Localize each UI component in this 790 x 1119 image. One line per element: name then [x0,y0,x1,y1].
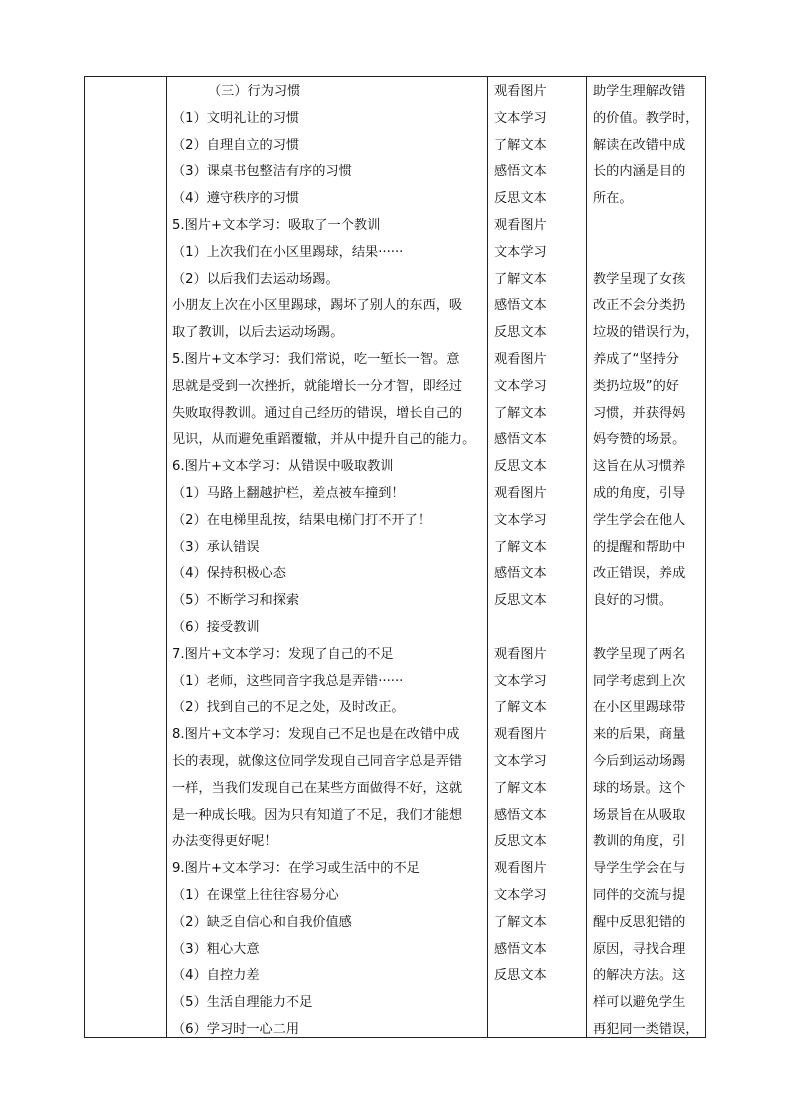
activity-line: 了解文本 [494,914,547,930]
intent-line: 垃圾的错误行为， [593,325,699,341]
activity-line: 了解文本 [494,137,547,153]
activity-line: 文本学习 [494,244,547,260]
intent-line: 改正不会分类扔 [593,298,686,314]
content-line: （1）在课堂上往往容易分心 [172,887,339,903]
activity-line: 文本学习 [494,110,547,126]
content-line: （5）生活自理能力不足 [172,995,313,1011]
intent-line: 的解决方法。这 [593,968,686,984]
activity-line: 观看图片 [494,351,547,367]
content-line: （5）不断学习和探索 [172,593,300,609]
content-line: （2）以后我们去运动场踢。 [172,271,339,287]
intent-line: 成的角度，引导 [593,485,686,501]
intent-line: 原因，寻找合理 [593,941,686,957]
intent-line: 样可以避免学生 [593,995,686,1011]
activity-line: 了解文本 [494,271,547,287]
intent-line: 来的后果，商量 [593,727,686,743]
content-line: （2）自理自立的习惯 [172,137,300,153]
column-divider [166,76,167,1038]
intent-line: 在小区里踢球带 [593,700,686,716]
activity-line: 感悟文本 [494,941,547,957]
activity-line: 观看图片 [494,727,547,743]
activity-line: 反思文本 [494,191,547,207]
activity-line: 文本学习 [494,887,547,903]
activity-line: 观看图片 [494,646,547,662]
content-line: （6）学习时一心二用 [172,1021,300,1037]
activity-line: 文本学习 [494,378,547,394]
content-line: （4）保持积极心态 [172,566,286,582]
intent-line: 助学生理解改错 [593,84,686,99]
content-line: 一样，当我们发现自己在某些方面做得不好，这就 [172,780,463,796]
activity-line: 了解文本 [494,780,547,796]
activity-line [494,615,584,642]
activity-line: 反思文本 [494,325,547,341]
activity-line: 文本学习 [494,753,547,769]
intent-line: 长的内涵是目的 [593,164,686,180]
content-line: （6）接受教训 [172,619,260,635]
intent-line: 习惯，并获得妈 [593,405,686,421]
activity-line: 反思文本 [494,968,547,984]
intent-line [593,615,701,642]
intent-line: 改正错误，养成 [593,566,686,582]
content-line: （2）缺乏自信心和自我价值感 [172,914,352,930]
content-line: （1）上次我们在小区里踢球，结果······ [172,244,404,260]
content-line: （1）文明礼让的习惯 [172,110,300,126]
intent-line: 这旨在从习惯养 [593,459,686,475]
student-activity-column [494,79,584,1044]
content-line: （2）在电梯里乱按，结果电梯门打不开了！ [172,512,431,528]
activity-line [494,1017,584,1044]
content-line: 5.图片+文本学习：我们常说，吃一堑长一智。意 [172,351,460,367]
content-line: 6.图片+文本学习：从错误中吸取教训 [172,459,394,475]
intent-line: 的价值。教学时， [593,110,699,126]
activity-line: 文本学习 [494,673,547,689]
activity-line: 感悟文本 [494,432,547,448]
intent-line: 场景旨在从吸取 [593,807,686,823]
intent-line: 醒中反思犯错的 [593,914,686,930]
content-line: 7.图片+文本学习：发现了自己的不足 [172,646,394,662]
intent-line: 学生学会在他人 [593,512,686,528]
intent-line: 再犯同一类错误， [593,1021,699,1037]
intent-line: 教训的角度，引 [593,834,686,850]
intent-line: 所在。 [593,191,633,207]
activity-line: 反思文本 [494,834,547,850]
intent-line: 解读在改错中成 [593,137,686,153]
content-line: （1）老师，这些同音字我总是弄错······ [172,673,404,689]
intent-line: 教学呈现了女孩 [593,271,686,287]
content-line: （三）行为习惯 [208,84,301,99]
activity-line: 了解文本 [494,405,547,421]
content-line: （3）粗心大意 [172,941,260,957]
content-line: 9.图片+文本学习：在学习或生活中的不足 [172,861,420,877]
activity-line: 感悟文本 [494,298,547,314]
content-line: （1）马路上翻越护栏，差点被车撞到！ [172,485,405,501]
design-intent-column [593,79,701,1044]
activity-line: 感悟文本 [494,164,547,180]
activity-line: 观看图片 [494,217,547,233]
content-line: （4）遵守秩序的习惯 [172,191,300,207]
intent-line: 同伴的交流与提 [593,887,686,903]
activity-line [494,990,584,1017]
content-line: （3）承认错误 [172,539,260,555]
activity-line: 感悟文本 [494,566,547,582]
content-line: 5.图片+文本学习：吸取了一个教训 [172,217,381,233]
content-line: 办法变得更好呢！ [172,834,278,850]
intent-line: 妈夸赞的场景。 [593,432,686,448]
intent-line: 良好的习惯。 [593,593,673,609]
intent-line: 养成了“坚持分 [593,351,679,367]
content-line: 失败取得教训。通过自己经历的错误，增长自己的 [172,405,463,421]
intent-line: 球的场景。这个 [593,780,686,796]
intent-line: 的提醒和帮助中 [593,539,686,555]
activity-line: 观看图片 [494,485,547,501]
activity-line: 观看图片 [494,861,547,877]
content-line: 小朋友上次在小区里踢球，踢坏了别人的东西，吸 [172,298,463,314]
intent-line [593,240,701,267]
content-line: （4）自控力差 [172,968,260,984]
content-line: （2）找到自己的不足之处，及时改正。 [172,700,405,716]
content-line: 长的表现，就像这位同学发现自己同音字总是弄错 [172,753,463,769]
intent-line: 教学呈现了两名 [593,646,686,662]
content-line: 见识，从而避免重蹈覆辙，并从中提升自己的能力。 [172,432,476,448]
activity-line: 反思文本 [494,593,547,609]
column-divider [487,76,488,1038]
content-line: 是一种成长哦。因为只有知道了不足，我们才能想 [172,807,463,823]
content-line: 思就是受到一次挫折，就能增长一分才智，即经过 [172,378,463,394]
intent-line: 导学生学会在与 [593,861,686,877]
intent-line [593,213,701,240]
activity-line: 了解文本 [494,539,547,555]
column-divider [586,76,587,1038]
activity-line: 反思文本 [494,459,547,475]
content-line: （3）课桌书包整洁有序的习惯 [172,164,352,180]
intent-line: 同学考虑到上次 [593,673,686,689]
activity-line: 感悟文本 [494,807,547,823]
teaching-content-column [172,79,484,1044]
intent-line: 类扔垃圾”的好 [593,378,679,394]
activity-line: 了解文本 [494,700,547,716]
intent-line: 今后到运动场踢 [593,753,686,769]
activity-line: 文本学习 [494,512,547,528]
activity-line: 观看图片 [494,84,547,99]
content-line: 8.图片+文本学习：发现自己不足也是在改错中成 [172,727,460,743]
content-line: 取了教训，以后去运动场踢。 [172,325,344,341]
